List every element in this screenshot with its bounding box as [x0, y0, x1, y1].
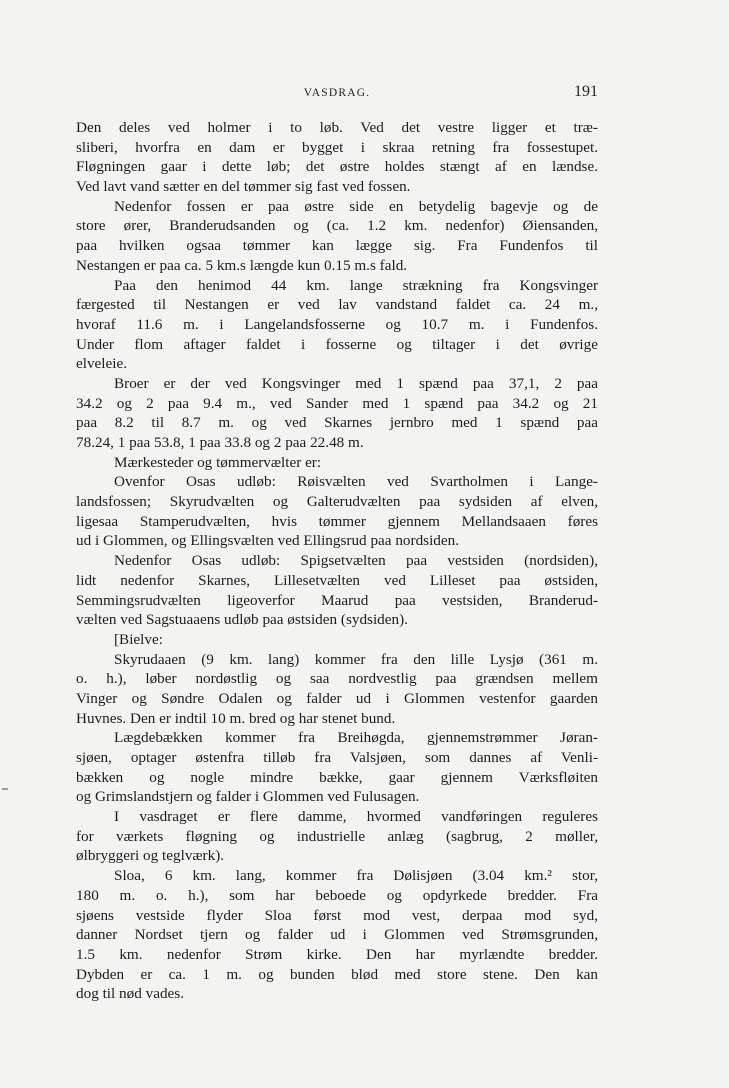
text-line: Nestangen er paa ca. 5 km.s længde kun 0.15 m.s fald. — [76, 256, 408, 274]
text-line: I vasdraget er flere damme, hvormed vandføringen reguleres — [114, 808, 598, 826]
text-line: sjøens vestside flyder Sloa først mod vest, derpaa mod syd, — [76, 906, 598, 924]
text-line: ligesaa Stamperudvælten, hvis tømmer gjennem Mellandsaaen føres — [76, 512, 598, 530]
text-line: Ved lavt vand sætter en del tømmer sig fast ved fossen. — [76, 178, 411, 196]
text-line: danner Nordset tjern og falder ud i Glommen ved Strømsgrunden, — [76, 926, 598, 944]
text-line: vælten ved Sagstuaaens udløb paa østsiden (sydsiden). — [76, 611, 408, 629]
text-line: Fløgningen gaar i dette løb; det østre holdes stængt af en lændse. — [76, 158, 598, 176]
text-line: ud i Glommen, og Ellingsvælten ved Ellingsrud paa nordsiden. — [76, 532, 460, 550]
text-line: Lægdebækken kommer fra Breihøgda, gjennemstrømmer Jøran- — [114, 729, 598, 747]
text-line: Under flom aftager faldet i fosserne og tiltager i det øvrige — [76, 335, 598, 353]
page-header — [76, 84, 598, 106]
text-line: bækken og nogle mindre bække, gaar gjennem Værksfløiten — [76, 768, 598, 786]
text-line: 78.24, 1 paa 53.8, 1 paa 33.8 og 2 paa 22.48 m. — [76, 434, 364, 451]
text-line: Vinger og Søndre Odalen og falder ud i Glommen vestenfor gaarden — [76, 689, 598, 707]
text-line: Paa den henimod 44 km. lange strækning fra Kongsvinger — [114, 276, 598, 294]
page-number: 191 — [574, 83, 598, 100]
text-line: Huvnes. Den er indtil 10 m. bred og har stenet bund. — [76, 709, 396, 727]
text-line: landsfossen; Skyrudvælten og Galterudvælten paa sydsiden af elven, — [76, 493, 598, 511]
text-line: paa 8.2 til 8.7 m. og ved Skarnes jernbro med 1 spænd paa — [76, 414, 598, 432]
text-line: Ovenfor Osas udløb: Røisvælten ved Svartholmen i Lange- — [114, 473, 598, 491]
text-line: 180 m. o. h.), som har beboede og opdyrkede bredder. Fra — [76, 886, 598, 904]
text-line: elveleie. — [76, 355, 128, 373]
text-line: for værkets fløgning og industrielle anlæg (sagbrug, 2 møller, — [76, 827, 598, 845]
running-head: VASDRAG. — [303, 87, 371, 99]
text-line: o. h.), løber nordøstlig og saa nordvestlig paa grændsen mellem — [76, 670, 598, 688]
text-line: store ører, Branderudsanden og (ca. 1.2 km. nedenfor) Øiensanden, — [76, 217, 598, 235]
text-line: Skyrudaaen (9 km. lang) kommer fra den lille Lysjø (361 m. — [114, 650, 598, 668]
text-line: dog til nød vades. — [76, 985, 184, 1003]
body-text — [76, 118, 598, 1004]
text-line: Den deles ved holmer i to løb. Ved det vestre ligger et træ- — [76, 119, 598, 136]
text-line: ølbryggeri og teglværk). — [76, 847, 225, 865]
text-line: paa hvilken ogsaa tømmer kan lægge sig. Fra Fundenfos til — [76, 237, 598, 255]
text-line: færgested til Nestangen er ved lav vandstand faldet ca. 24 m., — [76, 296, 598, 314]
text-line: Broer er der ved Kongsvinger med 1 spænd paa 37,1, 2 paa — [114, 374, 598, 392]
text-line: Sloa, 6 km. lang, kommer fra Dølisjøen (3.04 km.² stor, — [114, 867, 598, 885]
text-line: 34.2 og 2 paa 9.4 m., ved Sander med 1 spænd paa 34.2 og 21 — [76, 394, 598, 412]
text-line: Semmingsrudvælten ligeoverfor Maarud paa vestsiden, Branderud- — [76, 591, 598, 609]
text-line: Dybden er ca. 1 m. og bunden blød med store stene. Den kan — [76, 965, 598, 983]
text-line: lidt nedenfor Skarnes, Lillesetvælten ved Lilleset paa østsiden, — [76, 571, 598, 589]
text-line: hvoraf 11.6 m. i Langelandsfosserne og 10.7 m. i Fundenfos. — [76, 315, 598, 333]
text-line: Nedenfor fossen er paa østre side en betydelig bagevje og de — [114, 197, 598, 215]
text-line: Mærkesteder og tømmervælter er: — [114, 453, 322, 471]
text-line: sjøen, optager østenfra tilløb fra Valsjøen, som dannes af Venli- — [76, 749, 598, 766]
text-line: [Bielve: — [114, 630, 163, 648]
text-line: Nedenfor Osas udløb: Spigsetvælten paa vestsiden (nordsiden), — [114, 552, 598, 570]
text-line: sliberi, hvorfra en dam er bygget i skraa retning fra fossestupet. — [76, 138, 598, 156]
scan-edge-mark — [2, 788, 8, 790]
text-line: 1.5 km. nedenfor Strøm kirke. Den har myrlændte bredder. — [76, 945, 598, 963]
text-line: og Grimslandstjern og falder i Glommen ved Fulusagen. — [76, 788, 420, 806]
